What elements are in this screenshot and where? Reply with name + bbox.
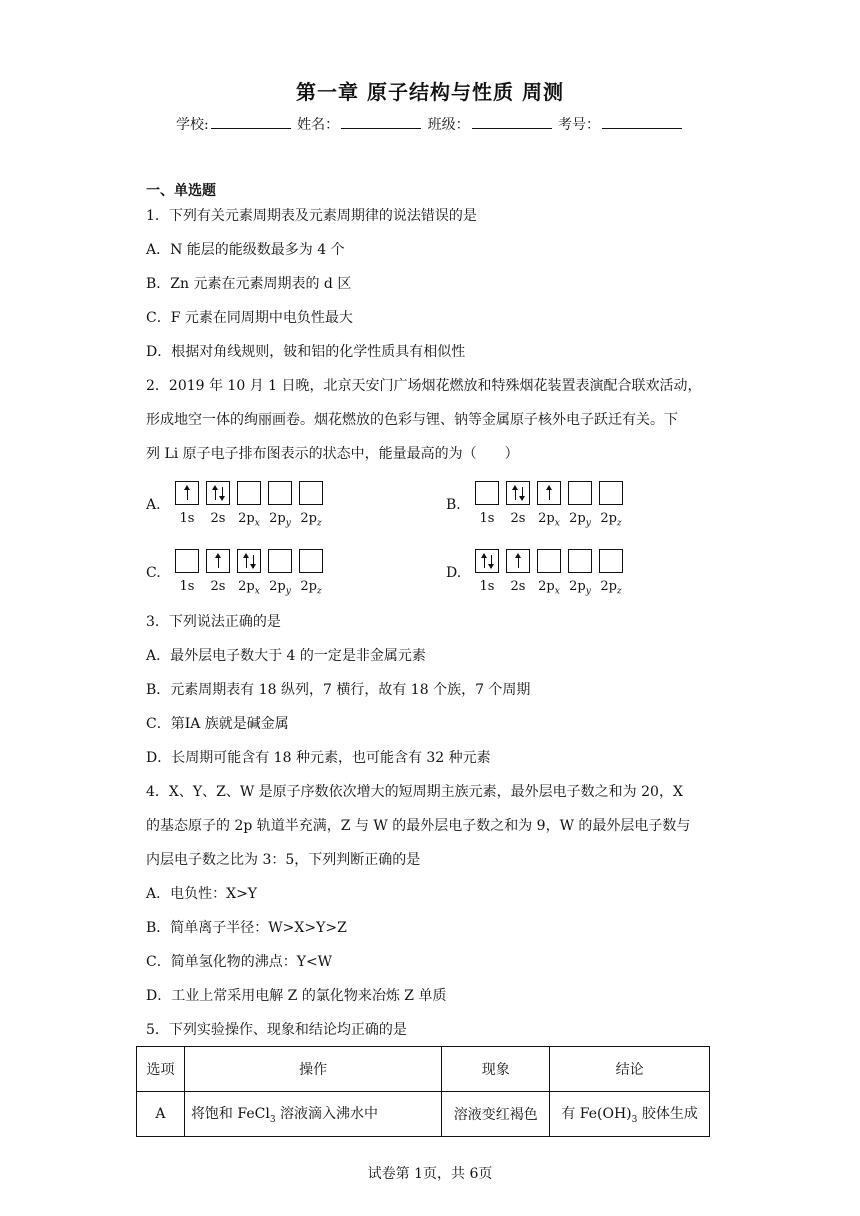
spin-down-arrow-icon [519, 485, 525, 501]
orbital-label-2pz: $2p_z$ [300, 511, 322, 529]
orbital-label-1s: 1s [179, 579, 195, 594]
school-blank[interactable] [211, 116, 291, 129]
q4-option-d: D．工业上常采用电解 Z 的氯化物来冶炼 Z 单质 [146, 988, 447, 1004]
name-blank[interactable] [341, 116, 421, 129]
q2-option-c-label: C. [146, 565, 161, 581]
q2-stem-line1: 2．2019 年 10 月 1 日晚，北京天安门广场烟花燃放和特殊烟花装置表演配合联欢活动， [146, 378, 702, 394]
spin-up-arrow-icon [515, 553, 521, 569]
orbital-box-2px [537, 549, 561, 573]
orbital-box-2s [506, 481, 530, 505]
spin-down-arrow-icon [488, 553, 494, 569]
header-operation: 操作 [184, 1047, 441, 1092]
page-footer: 试卷第 1页，共 6页 [367, 1166, 493, 1182]
orbital-label-2s: 2s [210, 579, 226, 594]
q5-table [136, 1046, 710, 1137]
orbital-box-1s [475, 481, 499, 505]
orbital-box-2py [268, 481, 292, 505]
q2-stem-line2: 形成地空一体的绚丽画卷。烟花燃放的色彩与锂、钠等金属原子核外电子跃迁有关。下 [146, 412, 678, 428]
orbital-box-2pz [599, 549, 623, 573]
spin-up-arrow-icon [212, 485, 218, 501]
spin-up-arrow-icon [512, 485, 518, 501]
q4-stem-line1: 4．X、Y、Z、W 是原子序数依次增大的短周期主族元素，最外层电子数之和为 20，X [146, 784, 683, 800]
orbital-label-2px: $2p_x$ [538, 579, 560, 597]
orbital-box-2py [268, 549, 292, 573]
orbital-box-2px [237, 481, 261, 505]
q3-option-d: D．长周期可能含有 18 种元素，也可能含有 32 种元素 [146, 750, 491, 766]
q5-stem: 5．下列实验操作、现象和结论均正确的是 [146, 1022, 407, 1038]
class-label: 班级： [427, 117, 470, 133]
number-blank[interactable] [602, 116, 682, 129]
spin-up-arrow-icon [184, 485, 190, 501]
q4-option-b: B．简单离子半径：W>X>Y>Z [146, 920, 347, 936]
q4-option-a: A．电负性：X>Y [146, 886, 258, 902]
orbital-box-2s [206, 549, 230, 573]
q4-stem-line2: 的基态原子的 2p 轨道半充满，Z 与 W 的最外层电子数之和为 9，W 的最外层电子数与 [146, 818, 691, 834]
orbital-label-1s: 1s [179, 511, 195, 526]
q1-option-a: A．N 能层的能级数最多为 4 个 [146, 242, 345, 258]
spin-down-arrow-icon [219, 485, 225, 501]
orbital-label-1s: 1s [479, 511, 495, 526]
orbital-box-2px [537, 481, 561, 505]
spin-down-arrow-icon [250, 553, 256, 569]
q1-option-c: C．F 元素在同周期中电负性最大 [146, 310, 353, 326]
section-title: 一、单选题 [146, 183, 216, 199]
row-a-phenomenon: 溶液变红褐色 [442, 1092, 550, 1137]
q4-option-c: C．简单氢化物的沸点：Y<W [146, 954, 333, 970]
school-label: 学校: [175, 117, 209, 133]
orbital-box-2py [568, 549, 592, 573]
header-conclusion: 结论 [550, 1047, 710, 1092]
q3-option-a: A．最外层电子数大于 4 的一定是非金属元素 [146, 648, 426, 664]
orbital-box-2py [568, 481, 592, 505]
orbital-label-2pz: $2p_z$ [600, 511, 622, 529]
orbital-label-2px: $2p_x$ [238, 579, 260, 597]
table-header-row [137, 1047, 710, 1092]
row-a-option: A [137, 1092, 185, 1137]
orbital-box-2pz [599, 481, 623, 505]
orbital-box-1s [175, 549, 199, 573]
orbital-label-2s: 2s [510, 579, 526, 594]
spin-up-arrow-icon [546, 485, 552, 501]
orbital-box-2s [506, 549, 530, 573]
header-phenomenon: 现象 [442, 1047, 550, 1092]
class-blank[interactable] [472, 116, 552, 129]
q1-stem: 1．下列有关元素周期表及元素周期律的说法错误的是 [146, 208, 477, 224]
orbital-label-2s: 2s [510, 511, 526, 526]
orbital-box-1s [175, 481, 199, 505]
q3-stem: 3．下列说法正确的是 [146, 614, 281, 630]
row-a-conclusion: 有 $Fe(OH)_3$ 胶体生成 [550, 1092, 710, 1137]
orbital-box-2s [206, 481, 230, 505]
q2-option-a-label: A. [146, 497, 161, 513]
q1-option-d: D．根据对角线规则，铍和铝的化学性质具有相似性 [146, 344, 466, 360]
q2-stem-line3: 列 Li 原子电子排布图表示的状态中，能量最高的为（ ） [146, 446, 519, 462]
q3-option-c: C．第IA 族就是碱金属 [146, 716, 289, 732]
orbital-label-2px: $2p_x$ [238, 511, 260, 529]
orbital-label-2s: 2s [210, 511, 226, 526]
header-option: 选项 [137, 1047, 185, 1092]
orbital-label-2pz: $2p_z$ [300, 579, 322, 597]
spin-up-arrow-icon [481, 553, 487, 569]
row-a-operation: 将饱和 FeCl$_3$ 溶液滴入沸水中 [184, 1092, 441, 1137]
orbital-box-2pz [299, 481, 323, 505]
orbital-label-2py: $2p_y$ [269, 579, 291, 597]
orbital-box-2pz [299, 549, 323, 573]
page-title: 第一章 原子结构与性质 周测 [296, 80, 564, 104]
orbital-label-2px: $2p_x$ [538, 511, 560, 529]
spin-up-arrow-icon [215, 553, 221, 569]
orbital-box-2px [237, 549, 261, 573]
number-label: 考号： [558, 117, 601, 133]
q1-option-b: B．Zn 元素在元素周期表的 d 区 [146, 276, 352, 292]
table-row [137, 1092, 710, 1137]
orbital-label-2py: $2p_y$ [569, 511, 591, 529]
q2-option-b-label: B. [446, 497, 461, 513]
spin-up-arrow-icon [243, 553, 249, 569]
orbital-label-2pz: $2p_z$ [600, 579, 622, 597]
orbital-label-1s: 1s [479, 579, 495, 594]
orbital-box-1s [475, 549, 499, 573]
name-label: 姓名： [297, 117, 340, 133]
orbital-label-2py: $2p_y$ [269, 511, 291, 529]
orbital-label-2py: $2p_y$ [569, 579, 591, 597]
student-info-line [0, 114, 860, 134]
q4-stem-line3: 内层电子数之比为 3：5，下列判断正确的是 [146, 852, 421, 868]
q2-option-d-label: D. [446, 565, 462, 581]
q3-option-b: B．元素周期表有 18 纵列，7 横行，故有 18 个族，7 个周期 [146, 682, 531, 698]
